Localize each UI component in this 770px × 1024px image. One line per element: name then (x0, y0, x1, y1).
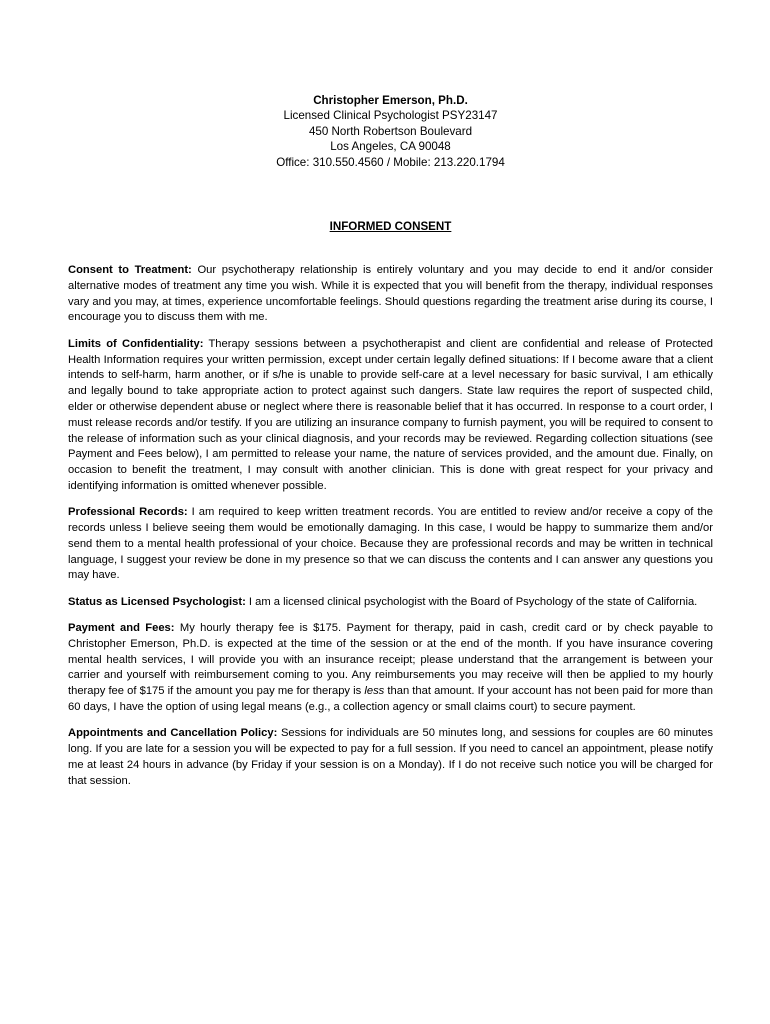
section-heading: Consent to Treatment: (68, 264, 192, 277)
document-title: INFORMED CONSENT (329, 220, 452, 234)
city-state-zip: Los Angeles, CA 90048 (330, 140, 451, 154)
section-heading: Appointments and Cancellation Policy: (68, 727, 278, 740)
section-body: I am a licensed clinical psychologist with the Board of Psychology of the state of California. (245, 595, 698, 608)
section-body: I am required to keep written treatment records. You are entitled to review and/or receive a copy of the records unless I believe seeing them would be emotionally damaging. In this case, I would be happy to summarize them and/or send them to a mental health professional of your choice. Because they are professional records and may be written in technical language, I suggest your review be done in my presence so that we can discuss the contents and I can answer any questions you may have. (68, 506, 713, 582)
section-heading: Limits of Confidentiality: (68, 337, 204, 350)
license-line: Licensed Clinical Psychologist PSY23147 (283, 109, 498, 123)
section-body: Therapy sessions between a psychotherapist and client are confidential and release of Protected Health Information requires your written permission, except under certain legally defined situations: If I become aware that a client intends to self-harm, harm another, or if s/he is unable to provide self-care at a level necessary for basic survival, I am ethically and legally bound to take appropriate action to protect against such dangers. State law requires the report of suspected child, elder or otherwise dependent abuse or neglect where there is reasonable belief that it has occurred. In response to a court order, I must release records and/or testify. If you are utilizing an insurance company to furnish payment, you will be required to consent to the release of information such as your clinical diagnosis, and your records may be reviewed. Regarding collection situations (see Payment and Fees below), I am permitted to release your name, the nature of services provided, and the amount due. Finally, on occasion to benefit the treatment, I may consult with another clinician. This is done with great respect for your privacy and identifying information is omitted whenever possible. (68, 337, 713, 492)
section-body: Our psychotherapy relationship is entirely voluntary and you may decide to end it and/or consider alternative modes of treatment any time you wish. While it is expected that you will benefit from the therapy, individual responses vary and you may, at times, experience uncomfortable feelings. Should questions regarding the treatment arise during its course, I encourage you to discuss them with me. (68, 264, 713, 324)
letterhead (68, 93, 713, 170)
street-address: 450 North Robertson Boulevard (308, 124, 473, 138)
section-payment-and-fees (68, 621, 713, 716)
emphasis-less: less (364, 685, 385, 698)
section-limits-of-confidentiality (68, 337, 713, 495)
section-heading: Status as Licensed Psychologist: (68, 595, 246, 608)
section-body-continued: than that amount. If your account has not been paid for more than 60 days, I have the option of using legal means (e.g., a collection agency or small claims court) to secure payment. (68, 685, 713, 713)
section-professional-records (68, 505, 713, 584)
consent-sections (68, 263, 713, 789)
section-body: My hourly therapy fee is $175. Payment for therapy, paid in cash, credit card or by check payable to Christopher Emerson, Ph.D. is expected at the time of the session or at the end of the month. If you have insurance covering mental health services, I will provide you with an insurance receipt; please understand that the arrangement is between your carrier and yourself with reimbursement coming to you. Any reimbursements you may receive will then be applied to my hourly therapy fee of $175 if the amount you pay me for therapy is (68, 621, 713, 698)
author-name: Christopher Emerson, Ph.D. (313, 94, 468, 107)
section-consent-to-treatment (68, 263, 713, 326)
section-body: Sessions for individuals are 50 minutes long, and sessions for couples are 60 minutes long. If you are late for a session you will be expected to pay for a full session. If you need to cancel an appointment, please notify me at least 24 hours in advance (by Friday if your session is on a Monday). If I do not receive such notice you will be charged for that session. (68, 727, 713, 787)
section-heading: Payment and Fees: (68, 621, 175, 634)
phone-numbers: Office: 310.550.4560 / Mobile: 213.220.1794 (276, 155, 505, 169)
section-appointments-cancellation (68, 726, 713, 789)
section-licensed-status (68, 595, 713, 611)
section-heading: Professional Records: (68, 506, 188, 519)
